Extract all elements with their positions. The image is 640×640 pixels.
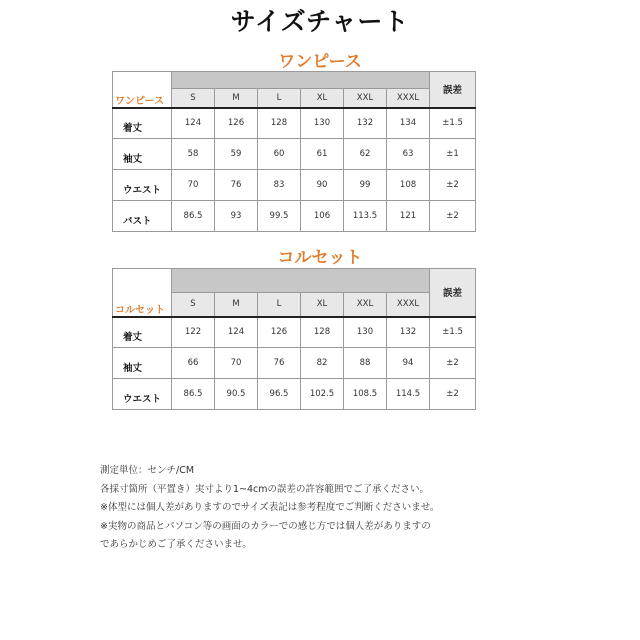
table-cell: 76 xyxy=(215,170,258,201)
table-cell: 63 xyxy=(387,139,430,170)
table-cell: 106 xyxy=(301,201,344,232)
table-cell: 60 xyxy=(258,139,301,170)
table-cell: 93 xyxy=(215,201,258,232)
table-cell: 124 xyxy=(215,317,258,348)
table-cell: 132 xyxy=(344,108,387,139)
table-cell: 96.5 xyxy=(258,379,301,410)
tolerance-cell: ±2 xyxy=(430,201,476,232)
section-title-corset: コルセット xyxy=(277,248,363,268)
table-cell: 99.5 xyxy=(258,201,301,232)
row-label: 袖丈 xyxy=(113,348,172,379)
tolerance-cell: ±2 xyxy=(430,379,476,410)
table-cell: 59 xyxy=(215,139,258,170)
table-cell: 102.5 xyxy=(301,379,344,410)
table-cell: 114.5 xyxy=(387,379,430,410)
size-header-s: S xyxy=(172,89,215,108)
notes xyxy=(100,462,600,555)
table-cell: 94 xyxy=(387,348,430,379)
table-corner-label: ワンピース xyxy=(113,72,172,108)
table-cell: 128 xyxy=(301,317,344,348)
table-cell: 130 xyxy=(344,317,387,348)
size-table-onepiece xyxy=(112,71,476,232)
table-cell: 66 xyxy=(172,348,215,379)
row-label: ウエスト xyxy=(113,170,172,201)
size-header-m: M xyxy=(215,89,258,108)
size-header-xl: XL xyxy=(301,293,344,317)
row-label: 着丈 xyxy=(113,108,172,139)
size-table-corset xyxy=(112,268,476,410)
table-cell: 128 xyxy=(258,108,301,139)
table-cell: 90.5 xyxy=(215,379,258,410)
row-label: バスト xyxy=(113,201,172,232)
table-cell: 61 xyxy=(301,139,344,170)
tolerance-cell: ±2 xyxy=(430,348,476,379)
size-header-xl: XL xyxy=(301,89,344,108)
table-row xyxy=(113,348,476,379)
table-row xyxy=(113,379,476,410)
table-row xyxy=(113,201,476,232)
error-header: 誤差 xyxy=(430,269,476,317)
table-cell: 58 xyxy=(172,139,215,170)
note-line: ※実物の商品とパソコン等の画面のカラーでの感じ方では個人差がありますの xyxy=(100,520,431,532)
table-cell: 86.5 xyxy=(172,379,215,410)
table-cell: 82 xyxy=(301,348,344,379)
table-row xyxy=(113,170,476,201)
table-cell: 70 xyxy=(215,348,258,379)
size-header-xxxl: XXXL xyxy=(387,293,430,317)
table-cell: 113.5 xyxy=(344,201,387,232)
note-unit: 測定単位：センチ/CM xyxy=(100,465,195,476)
table-cell: 132 xyxy=(387,317,430,348)
size-header-xxxl: XXXL xyxy=(387,89,430,108)
table-cell: 86.5 xyxy=(172,201,215,232)
table-cell: 88 xyxy=(344,348,387,379)
tolerance-cell: ±2 xyxy=(430,170,476,201)
table-cell: 62 xyxy=(344,139,387,170)
table-cell: 70 xyxy=(172,170,215,201)
table-cell: 121 xyxy=(387,201,430,232)
tolerance-cell: ±1.5 xyxy=(430,317,476,348)
table-cell: 126 xyxy=(258,317,301,348)
table-cell: 108.5 xyxy=(344,379,387,410)
header-band xyxy=(172,72,430,89)
row-label: 着丈 xyxy=(113,317,172,348)
row-label: ウエスト xyxy=(113,379,172,410)
table-cell: 124 xyxy=(172,108,215,139)
table-cell: 83 xyxy=(258,170,301,201)
size-header-s: S xyxy=(172,293,215,317)
note-line: 各採寸箇所（平置き）実寸より1~4cmの誤差の許容範囲でご了承ください。 xyxy=(100,483,430,495)
table-cell: 99 xyxy=(344,170,387,201)
page-title: サイズチャート xyxy=(230,7,410,36)
size-header-m: M xyxy=(215,293,258,317)
table-cell: 134 xyxy=(387,108,430,139)
size-header-l: L xyxy=(258,89,301,108)
note-line: ※体型には個人差がありますのでサイズ表記は参考程度でご判断くださいませ。 xyxy=(100,502,440,513)
tolerance-cell: ±1.5 xyxy=(430,108,476,139)
section-title-onepiece: ワンピース xyxy=(278,52,362,72)
table-cell: 90 xyxy=(301,170,344,201)
table-row xyxy=(113,139,476,170)
table-row xyxy=(113,317,476,348)
table-cell: 122 xyxy=(172,317,215,348)
error-header: 誤差 xyxy=(430,72,476,108)
table-cell: 108 xyxy=(387,170,430,201)
size-header-l: L xyxy=(258,293,301,317)
tolerance-cell: ±1 xyxy=(430,139,476,170)
table-cell: 130 xyxy=(301,108,344,139)
row-label: 袖丈 xyxy=(113,139,172,170)
size-header-xxl: XXL xyxy=(344,293,387,317)
table-cell: 126 xyxy=(215,108,258,139)
size-header-xxl: XXL xyxy=(344,89,387,108)
table-corner-label: コルセット xyxy=(113,269,172,317)
table-cell: 76 xyxy=(258,348,301,379)
table-row xyxy=(113,108,476,139)
note-line: であらかじめご了承くださいませ。 xyxy=(100,539,252,550)
header-band xyxy=(172,269,430,293)
